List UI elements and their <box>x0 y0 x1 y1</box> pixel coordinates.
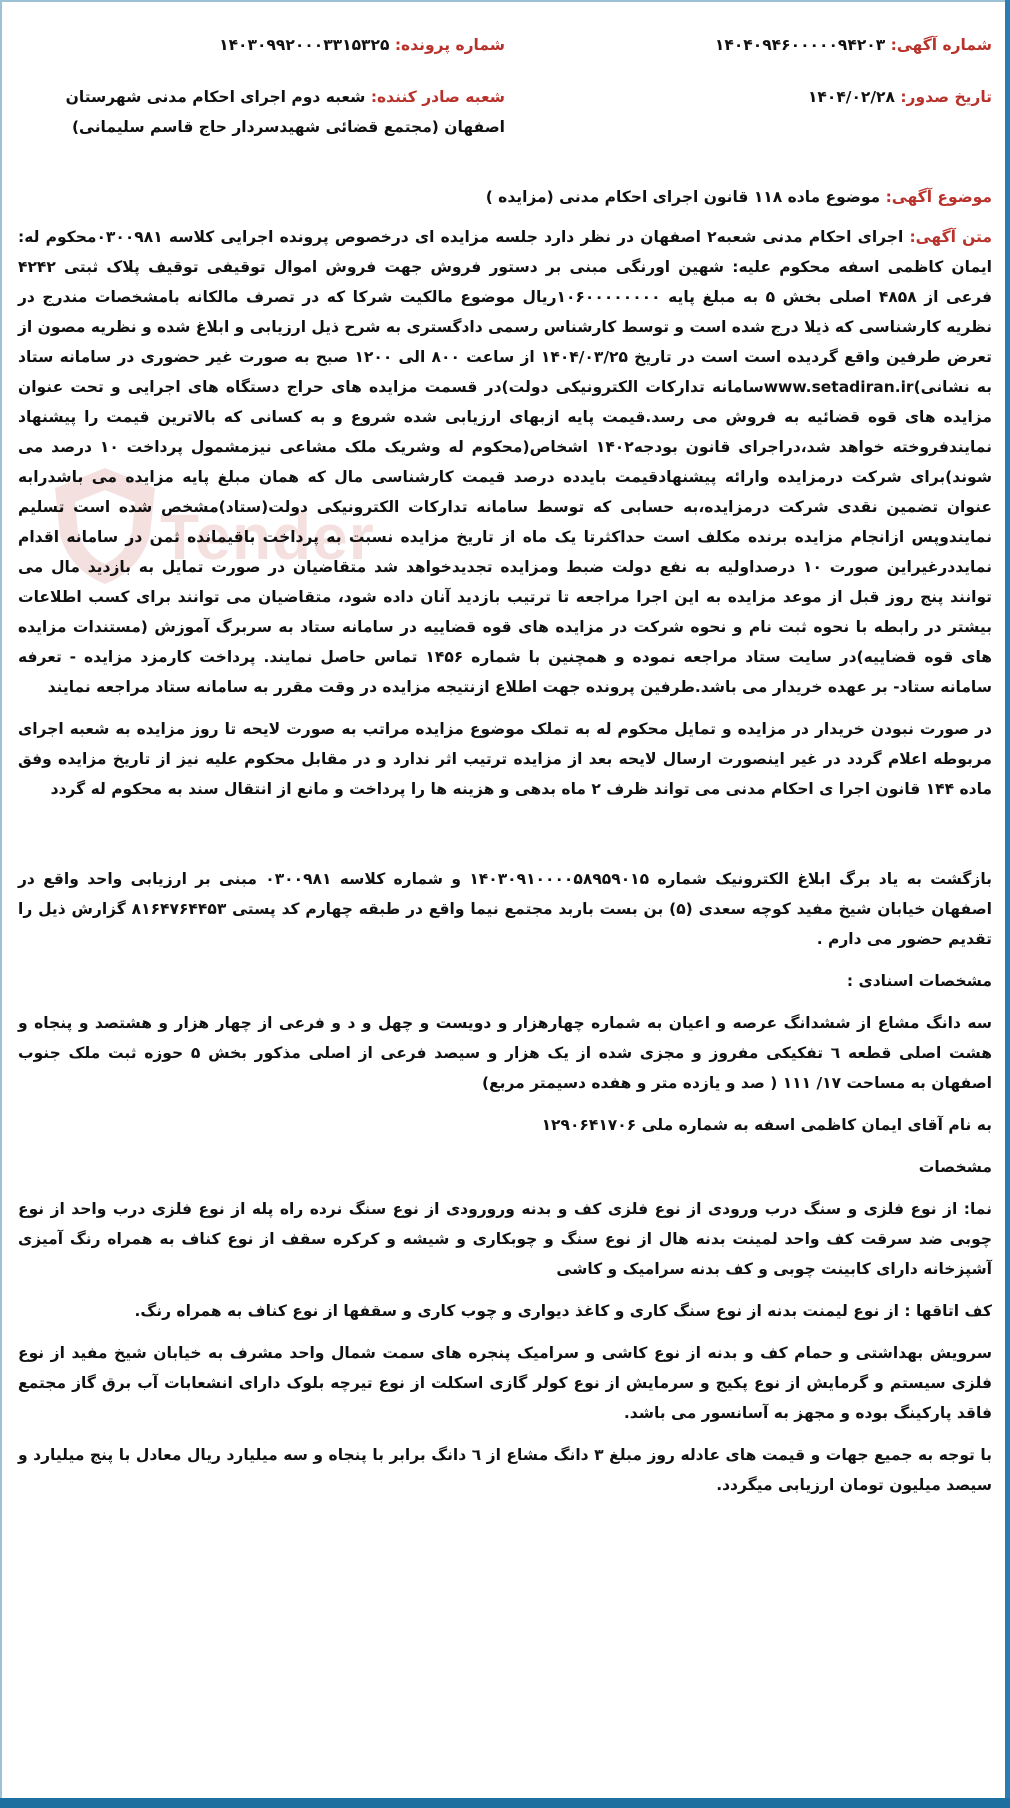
body-text-1b: سامانه تدارکات الکترونیکی دولت)در قسمت مزایده های حراج دستگاه های اجرایی و تحت عنوان مزایده های قوه قضائیه به فروش می رسد.قیمت پایه ازبهای ارزیابی شده شروع و به کسانی که بالاترین قیمت را پیشنهاد نمایندفروخته خواهد شد،دراجرای قانون بودجه۱۴۰۲ اشخاص(محکوم له وشریک ملک مشاعی نیزمشمول پرداخت ۱۰ درصد می شوند)برای شرکت درمزایده وارائه پیشنهادقیمت بایدده درصد قیمت کارشناسی مال که همان مبلغ پایه مزایده می باشدرابه عنوان تضمین نقدی شرکت درمزایده،به حسابی که توسط سامانه تدارکات الکترونیکی دولت(ستاد)مشخص شده است تسلیم نمایندوپس ازانجام مزایده برنده مکلف است حداکثرتا یک ماه از تاریخ مزایده نسبت به پرداخت باقیمانده ثمن در سامانه اقدام نمایددرغیراین صورت ۱۰ درصداولیه به نفع دولت ضبط ومزایده تجدیدخواهد شد متقاضیان در صورت تمایل به بازدید مال می توانند پنج روز قبل از موعد مزایده به این اجرا مراجعه تا ترتیب بازدید آنان داده شود، متقاضیان می توانند برای کسب اطلاعات بیشتر در رابطه با نحوه ثبت نام و نحوه شرکت در مزایده های قوه قضاییه در سامانه ستاد به سربرگ آموزش (مستندات مزایده های قوه قضاییه)در سایت ستاد مراجعه نموده و همچنین با شماره ۱۴۵۶ تماس حاصل نمایند. پرداخت کارمزد مزایده - تعرفه سامانه ستاد- بر عهده خریدار می باشد.طرفین پرونده جهت اطلاع ازنتیجه مزایده در وقت مقرر به سامانه ستاد مراجعه نمایند <box>18 378 993 696</box>
body-paragraph-1 <box>18 222 992 702</box>
subject-row <box>18 182 992 212</box>
bottom-scroll-bar[interactable] <box>0 1798 1010 1808</box>
body-paragraph-8: نما: از نوع فلزی و سنگ درب ورودی از نوع فلزی کف و بدنه ورورودی از نوع سنگ نرده راه پله از نوع فلزی درب واحد از نوع چوبی ضد سرقت کف واحد لمینت بدنه هال از نوع سنگ و چوبکاری و شیشه و کرکره سقف از نوع کناف به همراه رنگ آمیزی آشپزخانه دارای کابینت چوبی و کف بدنه سرامیک و کاشی <box>18 1200 992 1278</box>
window-right-edge <box>1005 0 1010 1808</box>
issuer-value: شعبه دوم اجرای احکام مدنی شهرستان اصفهان (مجتمع قضائی شهیدسردار حاج قاسم سلیمانی) <box>65 88 505 136</box>
body-paragraph-10: سرویش بهداشتی و حمام کف و بدنه از نوع کاشی و سرامیک پنجره های سمت شمال واحد مشرف به خیابان شیخ مفید از نوع فلزی سیستم و گرمایش از نوع پکیج و سرمایش از نوع کولر گازی اسکلت از نوع تیرچه بلوک دارای انشعابات آب برق گاز مجتمع فاقد پارکینگ بوده و مجهز به آسانسور می باشد. <box>18 1344 992 1422</box>
issuer-cell <box>18 82 505 142</box>
body-paragraph-2: در صورت نبودن خریدار در مزایده و تمایل محکوم له به تملک موضوع مزایده مراتب به صورت لایحه تا روز مزایده به شعبه اجرای مربوطه اعلام گردد در غیر اینصورت ارسال لایحه بعد از مزایده ترتیب اثر ندارد و در مقابل محکوم علیه نیز از تاریخ مزایده وفق ماده ۱۴۴ قانون اجرا ی احکام مدنی می تواند ظرف ۲ ماه بدهی و هزینه ها را پرداخت و مانع از انتقال سند به محکوم له گردد <box>18 720 992 798</box>
subject-text: موضوع ماده ۱۱۸ قانون اجرای احکام مدنی (مزایده ) <box>485 188 881 206</box>
issue-date-value: ۱۴۰۴/۰۲/۲۸ <box>807 88 895 106</box>
body-paragraph-3: بازگشت به یاد برگ ابلاغ الکترونیک شماره ۱۴۰۳۰۹۱۰۰۰۰۵۸۹۵۹۰۱۵ و شماره کلاسه ۰۳۰۰۹۸۱ مبنی بر ارزیابی واحد واقع در اصفهان خیابان شیخ مفید کوچه سعدی (۵) بن بست باربد مجتمع نیما واقع در طبقه چهارم کد پستی ۸۱۶۴۷۶۴۴۵۳ گزارش ذیل را تقدیم حضور می دارم . <box>18 870 992 948</box>
ad-number-cell <box>524 30 992 60</box>
subject-label: موضوع آگهی: <box>885 188 992 206</box>
body-label: متن آگهی: <box>909 228 992 246</box>
body-text-1a: اجرای احکام مدنی شعبه۲ اصفهان در نظر دارد جلسه مزایده ای درخصوص پرونده اجرایی کلاسه ۰۳۰۰۹۸۱محکوم له: ایمان کاظمی اسفه محکوم علیه: شهین اورنگی مبنی بر دستور فروش جهت فروش اموال توقیفی توقیف پلاک ثبتی ۴۲۴۲ فرعی از ۴۸۵۸ اصلی بخش ۵ به مبلغ پایه ۱۰۶۰۰۰۰۰۰۰۰ریال موضوع مالکیت شرکا که در تصرف مالکانه بامشخصات مندرج در نظریه کارشناسی که ذیلا درج شده است و توسط کارشناس رسمی دادگستری به شرح ذیل ارزیابی و ابلاغ شده و نظریه مصون از تعرض طرفین واقع گردیده است است در تاریخ ۱۴۰۴/۰۳/۲۵ از ساعت ۸۰۰ الی ۱۲۰۰ صبح به صورت غیر حضوری در سامانه ستاد به نشانی) <box>18 228 993 396</box>
issuer-label: شعبه صادر کننده: <box>370 88 505 106</box>
ad-number-value: ۱۴۰۴۰۹۴۶۰۰۰۰۰۹۴۲۰۳ <box>714 36 886 54</box>
case-number-cell <box>18 30 505 60</box>
body-paragraph-7: مشخصات <box>918 1158 992 1176</box>
body-paragraph-5: سه دانگ مشاع از ششدانگ عرصه و اعیان به شماره چهارهزار و دویست و چهل و د و فرعی از چهار هزار و هشتصد و پنجاه و هشت اصلی قطعه ٦ تفکیکی مفروز و مجزی شده از یک هزار و سیصد فرعی از اصلی مذکور بخش ۵ حوزه ثبت ملک جنوب اصفهان به مساحت ۱۷/ ۱۱۱ ( صد و یازده متر و هفده دسیمتر مربع) <box>18 1014 992 1092</box>
ad-number-label: شماره آگهی: <box>890 36 992 54</box>
issue-date-cell <box>524 82 992 112</box>
issue-date-label: تاریخ صدور: <box>900 88 992 106</box>
body-paragraph-9: کف اتاقها : از نوع لیمنت بدنه از نوع سنگ کاری و کاغذ دیواری و چوب کاری و سقفها از نوع کناف به همراه رنگ. <box>134 1302 992 1320</box>
body-paragraph-11: با توجه به جمیع جهات و قیمت های عادله روز مبلغ ۳ دانگ مشاع از ٦ دانگ برابر با پنجاه و سه میلیارد ریال معادل با پنج میلیارد و سیصد میلیون تومان ارزیابی میگردد. <box>18 1446 992 1494</box>
body-paragraph-6: به نام آقای ایمان کاظمی اسفه به شماره ملی ۱۲۹۰۶۴۱۷۰۶ <box>541 1116 992 1134</box>
case-number-value: ۱۴۰۳۰۹۹۲۰۰۰۳۳۱۵۳۲۵ <box>219 36 390 54</box>
body-paragraph-4: مشخصات اسنادی : <box>846 972 992 990</box>
ad-content <box>18 30 992 1512</box>
case-number-label: شماره پرونده: <box>394 36 505 54</box>
meta-row-date-issuer <box>18 82 992 164</box>
meta-row-numbers <box>18 30 992 82</box>
watermark-text: Tender <box>160 501 375 573</box>
website-link[interactable]: www.setadiran.ir <box>763 378 914 396</box>
